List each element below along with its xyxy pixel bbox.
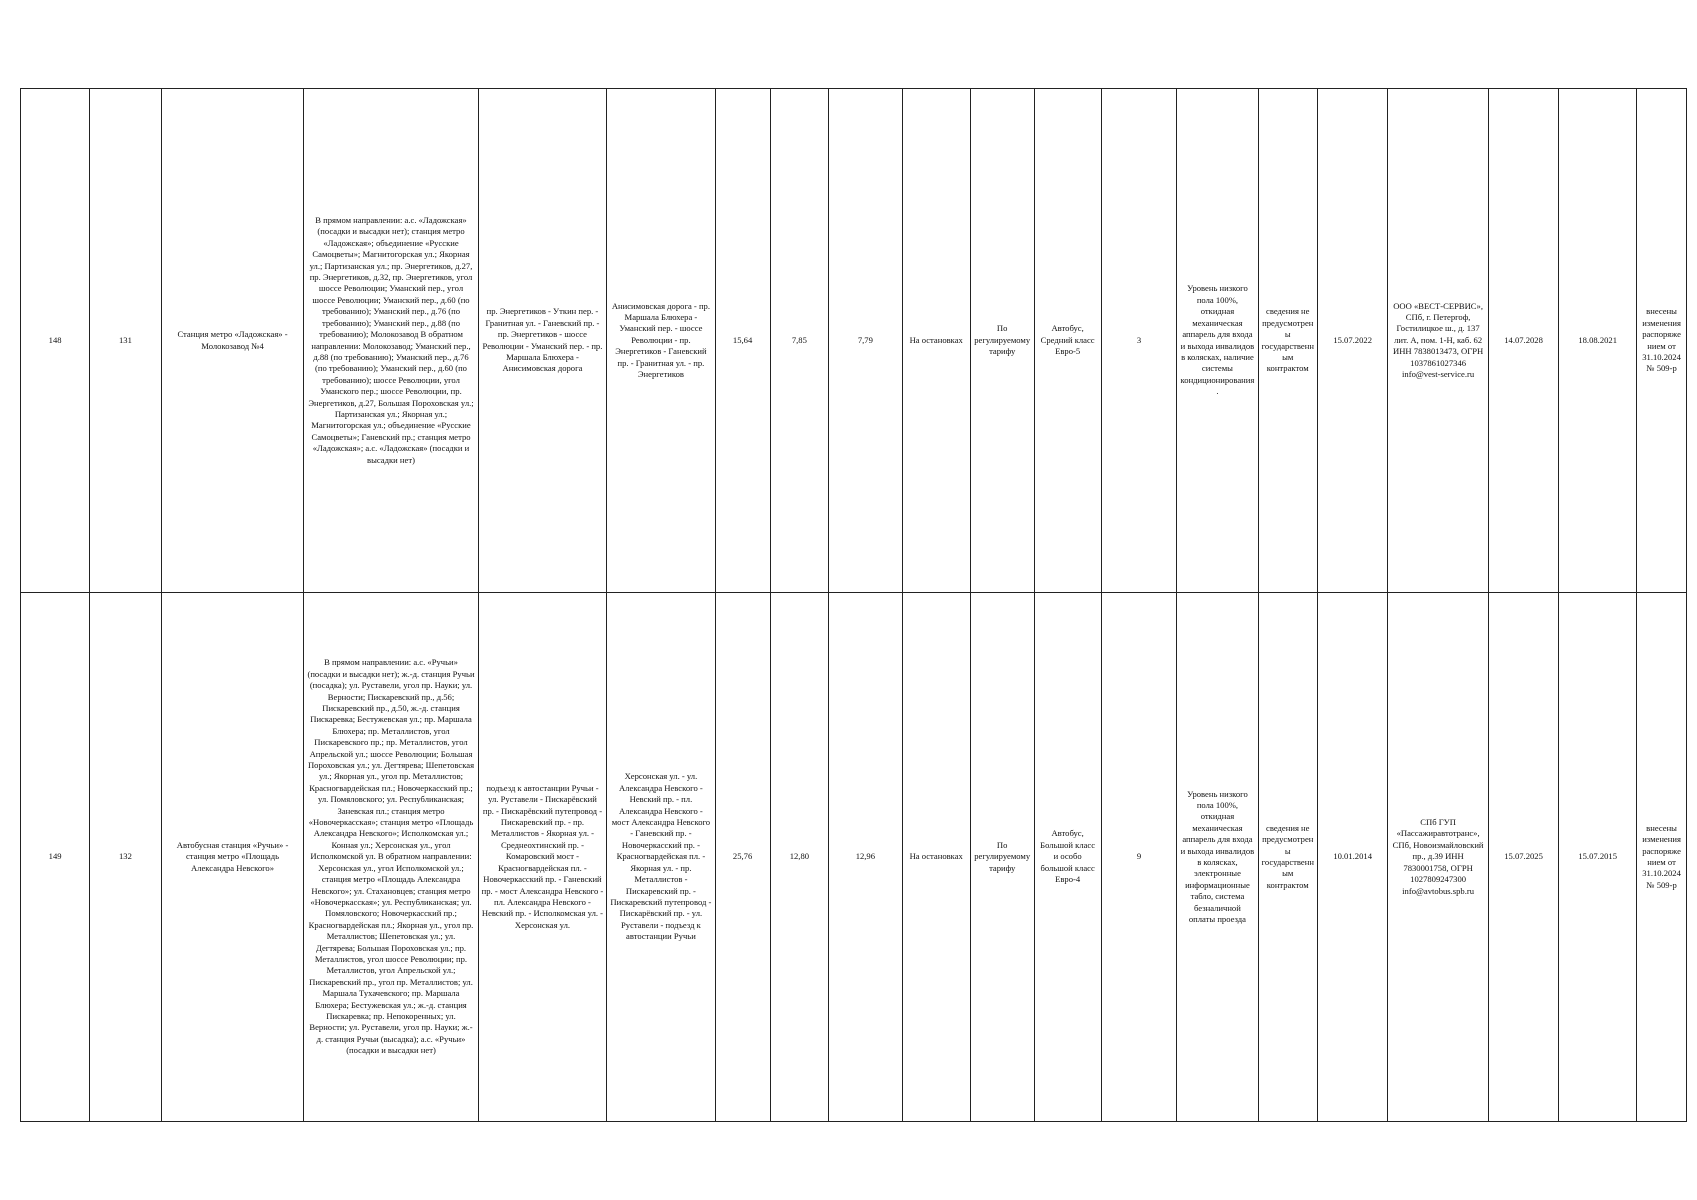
registry-number-cell: 148 — [21, 89, 90, 593]
tariff-cell: По регулируемому тарифу — [970, 89, 1034, 593]
contract-cell: сведения не предусмотрены государственным контрактом — [1258, 89, 1318, 593]
vehicle-count-cell: 9 — [1101, 593, 1177, 1122]
length-backward-cell: 7,79 — [829, 89, 903, 593]
change-date-cell: 15.07.2015 — [1559, 593, 1637, 1122]
tariff-cell: По регулируемому тарифу — [970, 593, 1034, 1122]
carrier-cell: СПб ГУП «Пассажиравтотранс», СПб, Новоизмайловский пр., д.39 ИНН 7830001758, ОГРН 1027809247300 info@avtobus.spb.ru — [1388, 593, 1489, 1122]
contract-cell: сведения не предусмотрены государственным контрактом — [1258, 593, 1318, 1122]
vehicle-class-cell: Автобус, Средний класс Евро-5 — [1034, 89, 1101, 593]
streets-backward-cell: Херсонская ул. - ул. Александра Невского - Невский пр. - пл. Александра Невского - мост Александра Невского - Ганевский пр. - Новочеркасский пр. - Красногвардейская пл. - Якорная ул. - пр. Металлистов - Пискаревский пр. - Пискаревский путепровод - Пискарёвский пр. - ул. Руставели - подъезд к автостанции Ручьи — [607, 593, 715, 1122]
route-registry-table — [20, 88, 1687, 1122]
stop-order-cell: На остановках — [902, 593, 970, 1122]
stops-cell: В прямом направлении: а.с. «Ладожская» (посадки и высадки нет); станция метро «Ладожская»; объединение «Русские Самоцветы»; Магнитогорская ул.; Якорная ул.; Партизанская ул.; пр. Энергетиков, д.27, пр. Энергетиков, д.32, пр. Энергетиков, угол шоссе Революции; Уманский пер., угол шоссе Революции; Уманский пер., д.60 (по требованию); Уманский пер., д.76 (по требованию); Уманский пер., д.88 (по требованию); Молокозавод В обратном направлении: Молокозавод; Уманский пер., д.88 (по требованию); Уманский пер., д.76 (по требованию); Уманский пер., д.60 (по требованию); шоссе Революции, угол Уманского пер.; шоссе Революции, пр. Энергетиков, д.27, Большая Пороховская ул.; Партизанская ул.; Якорная ул.; Магнитогорская ул.; объединение «Русские Самоцветы»; Ганевский пр.; станция метро «Ладожская»; а.с. «Ладожская» (посадки и высадки нет) — [304, 89, 478, 593]
table-row — [21, 593, 1687, 1122]
carrier-cell: ООО «ВЕСТ-СЕРВИС», СПб, г. Петергоф, Гостилицкое ш., д. 137 лит. А, пом. 1-Н, каб. 62 ИНН 7838013473, ОГРН 1037861027346 info@vest-service.ru — [1388, 89, 1489, 593]
change-date-cell: 18.08.2021 — [1559, 89, 1637, 593]
stops-cell: В прямом направлении: а.с. «Ручьи» (посадки и высадки нет); ж.-д. станция Ручьи (посадка); ул. Руставели, угол пр. Науки; ул. Верности; Пискаревский пр., д.56; Пискаревский пр., д.50, ж.-д. станция Пискаревка; Бестужевская ул.; пр. Маршала Блюхера; пр. Металлистов, угол Пискаревского пр.; пр. Металлистов, угол Апрельской ул.; шоссе Революции; Большая Пороховская ул.; ул. Дегтярева; Шепетовская ул.; Якорная ул., угол пр. Металлистов; Красногвардейская пл.; Новочеркасский пр.; ул. Помяловского; ул. Республиканская; Заневская пл.; станция метро «Новочеркасская»; станция метро «Площадь Александра Невского»; Исполкомская ул.; Конная ул.; Херсонская ул., угол Исполкомской ул. В обратном направлении: Херсонская ул., угол Исполкомской ул.; станция метро «Площадь Александра Невского»; ул. Стахановцев; станция метро «Новочеркасская»; ул. Республиканская; ул. Помяловского; Новочеркасский пр.; Красногвардейская пл.; Якорная ул., угол пр. Металлистов; Шепетовская ул.; ул. Дегтярева; Большая Пороховская ул.; пр. Металлистов, угол шоссе Революции; пр. Металлистов, угол Апрельской ул.; Пискаревский пр., угол пр. Металлистов; ул. Маршала Тухачевского; пр. Маршала Блюхера; Бестужевская ул.; ж.-д. станция Пискаревка; пр. Непокоренных; ул. Верности; ул. Руставели, угол пр. Науки; ж.-д. станция Ручьи (высадка); а.с. «Ручьи» (посадки и высадки нет) — [304, 593, 478, 1122]
vehicle-class-cell: Автобус, Большой класс и особо большой класс Евро-4 — [1034, 593, 1101, 1122]
route-name-cell: Станция метро «Ладожская» - Молокозавод №4 — [161, 89, 304, 593]
route-number-cell: 132 — [90, 593, 161, 1122]
note-cell: внесены изменения распоряжением от 31.10.2024 № 509-р — [1637, 593, 1687, 1122]
length-backward-cell: 12,96 — [829, 593, 903, 1122]
route-number-cell: 131 — [90, 89, 161, 593]
table-row — [21, 89, 1687, 593]
start-date-cell: 10.01.2014 — [1318, 593, 1388, 1122]
features-cell: Уровень низкого пола 100%, откидная механическая аппарель для входа и выхода инвалидов в колясках, электронные информационные табло, система безналичной оплаты проезда — [1177, 593, 1258, 1122]
length-forward-cell: 7,85 — [770, 89, 828, 593]
stop-order-cell: На остановках — [902, 89, 970, 593]
streets-forward-cell: подъезд к автостанции Ручьи - ул. Руставели - Пискарёвский пр. - Пискарёвский путепровод - Пискаревский пр. - пр. Металлистов - Якорная ул. - Среднеохтинский пр. - Комаровский мост - Красногвардейская пл. - Новочеркасский пр. - Ганевский пр. - мост Александра Невского - пл. Александра Невского - Невский пр. - Исполкомская ул. - Херсонская ул. — [478, 593, 607, 1122]
streets-forward-cell: пр. Энергетиков - Уткин пер. - Гранитная ул. - Ганевский пр. - пр. Энергетиков - шоссе Революции - Уманский пер. - пр. Маршала Блюхера - Анисимовская дорога — [478, 89, 607, 593]
route-length-cell: 15,64 — [715, 89, 770, 593]
route-name-cell: Автобусная станция «Ручьи» - станция метро «Площадь Александра Невского» — [161, 593, 304, 1122]
start-date-cell: 15.07.2022 — [1318, 89, 1388, 593]
end-date-cell: 14.07.2028 — [1488, 89, 1558, 593]
length-forward-cell: 12,80 — [770, 593, 828, 1122]
route-length-cell: 25,76 — [715, 593, 770, 1122]
registry-number-cell: 149 — [21, 593, 90, 1122]
end-date-cell: 15.07.2025 — [1488, 593, 1558, 1122]
note-cell: внесены изменения распоряжением от 31.10.2024 № 509-р — [1637, 89, 1687, 593]
streets-backward-cell: Анисимовская дорога - пр. Маршала Блюхера - Уманский пер. - шоссе Революции - пр. Энергетиков - Ганевский пр. - Гранитная ул. - пр. Энергетиков — [607, 89, 715, 593]
features-cell: Уровень низкого пола 100%, откидная механическая аппарель для входа и выхода инвалидов в колясках, наличие системы кондиционирования. — [1177, 89, 1258, 593]
vehicle-count-cell: 3 — [1101, 89, 1177, 593]
